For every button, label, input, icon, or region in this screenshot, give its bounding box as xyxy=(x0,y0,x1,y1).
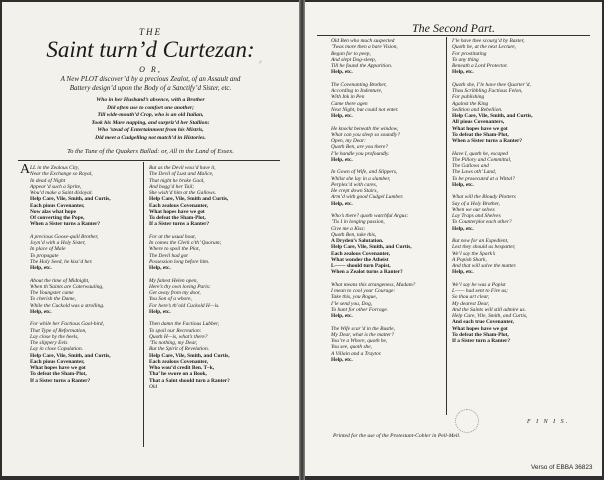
tune-line: To the Tune of the Quakers Ballad: or, All in the Land of Essex. xyxy=(67,148,234,155)
verse-line: He knockt beneath the window, xyxy=(331,125,399,132)
summary-line-5: Who ’stead of Entertainment from his Mistris, xyxy=(97,127,204,133)
verse-line: To propagate xyxy=(30,252,59,259)
verse-line: The Pillory and Committal, xyxy=(452,156,512,163)
verse-line: We’l say the Spark’s xyxy=(452,250,496,257)
verse-line: ’Twas more then a bare Vision, xyxy=(331,44,398,51)
verse-line: Where to spoil the Plot, xyxy=(149,246,200,253)
verse-line: In dead of Night xyxy=(30,177,66,184)
verse-line: I’le have thee scourg’d by Baxter, xyxy=(452,38,525,44)
verse-line: What hopes have we got xyxy=(30,365,86,371)
printer-line: Printed for the use of the Protestant-Cobler in Pell-Mell. xyxy=(333,433,461,439)
verse-line: Of converting the Pope, xyxy=(30,215,85,221)
verse-line: Quoth H—is, what’s there? xyxy=(149,333,208,340)
verse-line: Open, my Dear: xyxy=(331,138,366,144)
rule-top-right xyxy=(317,35,590,36)
summary-line-4: Took his Mare napping, and surpriz’d her Stallion: xyxy=(91,119,210,126)
verse-line: But the Spirit of Revelation. xyxy=(149,346,210,353)
verse-line: Against the King xyxy=(452,100,489,107)
verse-line: The Covenanting Brother, xyxy=(331,81,387,88)
verse-line: The Devil of Lust and Malice, xyxy=(149,171,214,178)
verse-line: Help Care, Vile, Smith, and Curtis, xyxy=(149,352,230,359)
verse-line: Tha’ he swore on a Book, xyxy=(149,371,207,378)
rule-top xyxy=(18,160,280,161)
verse-line: Old xyxy=(149,383,158,390)
summary-line-2: Did often use to comfort one another; xyxy=(106,104,194,111)
verse-line: Each zealous Covenanter, xyxy=(331,250,390,257)
right-column-2 xyxy=(452,38,533,344)
verse-line: And the Saints will still admire us. xyxy=(452,306,526,313)
left-page xyxy=(2,2,299,476)
verse-line: And slept Dog-sleep, xyxy=(331,56,377,63)
verse-line: For publishing xyxy=(452,94,485,101)
verse-line: I’le handle you profoundly. xyxy=(331,150,390,157)
verse-line: We’l say he was a Papist xyxy=(452,281,506,288)
verse-line: You Son of a whore, xyxy=(149,296,192,303)
title-the: THE xyxy=(138,27,162,37)
verse-line: Each pious Covenanter, xyxy=(30,202,85,209)
verse-line: Help, etc. xyxy=(452,69,474,76)
summary-line-1: Who in her Husband’s absence, with a Brother xyxy=(96,97,205,103)
verse-line: She wish’d him at the Gallows. xyxy=(149,190,217,196)
verse-line: Quoth he, at the next Lecture, xyxy=(452,44,517,51)
verse-line: But as the Devil wou’d have it, xyxy=(149,165,216,171)
verse-line: Here’s thy own loving Paris: xyxy=(149,283,211,290)
verse-line: The Wife scar’d in the Bustle, xyxy=(331,325,395,332)
verse-line: Quoth she, I’le have thee Quarter’d, xyxy=(452,81,531,88)
verse-line: If a Sister turns a Ranter? xyxy=(30,377,91,384)
verse-line: I mean to cool your Courage: xyxy=(331,288,396,294)
verse-line: A Villain and a Traytor. xyxy=(331,350,382,357)
ballad-title: Saint turn’d Curtezan: xyxy=(46,37,255,62)
title-or: O R, xyxy=(139,65,162,74)
verse-line: Help, etc. xyxy=(331,113,353,119)
library-stamp-icon xyxy=(455,409,479,433)
left-column-2 xyxy=(149,165,230,390)
right-page xyxy=(305,2,602,476)
verse-line: Help, etc. xyxy=(30,265,52,271)
verse-line: To hunt for other Forrage. xyxy=(331,306,389,313)
verse-line: When th’Saints are Caterwauling, xyxy=(30,283,104,290)
verse-line: Perplex’d with cares, xyxy=(331,181,378,188)
pen-mark-icon: ♂ xyxy=(258,60,263,66)
verse-line: My Dear, what is the matter? xyxy=(331,331,394,338)
verse-line: A precious Goose-quill Brother, xyxy=(30,233,99,240)
verse-line: Help, etc. xyxy=(452,269,474,276)
verse-line: Help Care, Vile, Smith, and Curtis, xyxy=(452,113,533,119)
verse-line: Help, etc. xyxy=(331,313,353,319)
verse-line: What will the Bloudy Plotters xyxy=(452,194,516,201)
verse-line: Quoth Ben, take this, xyxy=(331,231,377,238)
verse-line: The slippery Eels xyxy=(30,340,68,346)
verse-line: Began for to peep, xyxy=(331,50,371,57)
verse-line: For prostituting xyxy=(452,50,487,57)
verse-line: Each zealous Covenanter, xyxy=(149,202,208,209)
verse-line: For at the usual hour, xyxy=(149,233,196,240)
verse-line: Whilst she lay in a slumber, xyxy=(331,175,391,182)
verse-line: Give me a Kiss: xyxy=(331,225,366,232)
verse-line: Arm’d with good Cudgel Lumber. xyxy=(331,194,404,201)
verse-line: I’le send you, Dog, xyxy=(331,300,373,307)
verse-line: The Youngster came xyxy=(30,290,74,296)
verse-line: L—— had sent to Fire us; xyxy=(452,288,508,294)
verse-line: But now for an Expedient, xyxy=(452,238,509,244)
verse-line: To spoil our Recreation: xyxy=(149,327,202,334)
verse-line: Appear’d such a Sprite, xyxy=(30,183,82,190)
left-column-1 xyxy=(30,165,111,384)
verse-line: In place of Male xyxy=(30,246,66,253)
verse-line: Help Care, Vile, Smith, and Curtis, xyxy=(30,196,111,203)
verse-line: Get away from my door, xyxy=(149,290,201,296)
verse-line: Sedition and Rebellion. xyxy=(452,106,503,113)
verse-line: If a Sister turn a Ranter? xyxy=(452,338,511,344)
verse-line: While the Cuckold was a strolling. xyxy=(30,302,105,309)
verse-line: My faitest Helen open, xyxy=(149,277,198,284)
second-part-heading: The Second Part. xyxy=(412,21,495,35)
verse-line: Near the Exchange so Royal, xyxy=(30,171,93,178)
verse-line: Wou’d make a Saint disloyal. xyxy=(30,190,93,196)
verse-line: Lest they should us bespatter, xyxy=(452,244,516,251)
verse-line: Help, etc. xyxy=(452,181,474,188)
verse-line: To cherish the Dame, xyxy=(30,296,76,303)
verse-line: And that will salve the matter. xyxy=(452,263,517,269)
verse-line: When a Sister turns a Ranter? xyxy=(30,221,101,228)
verse-line: When a Sister turns a Ranter? xyxy=(452,138,523,144)
verse-line: The Holy Seed, he kiss’d her. xyxy=(30,258,93,265)
verse-line: A Popish Shark, xyxy=(452,256,487,263)
verse-line: To Counterplot each other? xyxy=(452,219,512,226)
verse-line: Old Ben who much suspected xyxy=(331,38,395,44)
verse-line: What wonder the Atheist xyxy=(331,256,389,263)
finis: F I N I S. xyxy=(527,419,570,425)
verse-line: Till he found the Apparition. xyxy=(331,63,393,69)
verse-line: What hopes have we got xyxy=(452,125,508,132)
verse-line: Quoth Ben, are you there? xyxy=(331,144,388,151)
verse-line: Help Care, Vile, Smith, and Curtis, xyxy=(30,352,111,359)
verse-line: Say of a Holy Brother, xyxy=(452,200,500,207)
verse-line: To defeat the Sham-Plot, xyxy=(149,215,206,221)
verse-line: LL in the Zealous City, xyxy=(30,165,80,171)
verse-line: Thou Scribbling Factious Felon, xyxy=(452,88,523,94)
verse-line: L—— should turn Papist, xyxy=(331,263,391,269)
verse-line: Help, etc. xyxy=(149,265,171,271)
description-line-1: A New PLOT discover’d by a precious Zealot, of an Assault and xyxy=(60,75,241,83)
verse-line: Each zealous Covenanter, xyxy=(149,358,208,365)
verse-line: And each true Covenanter, xyxy=(452,319,514,326)
verse-line: Who’s there? quoth watchful Argus: xyxy=(331,213,409,219)
verse-line: With Ink in Pen xyxy=(331,94,365,101)
right-column-1 xyxy=(331,38,415,363)
verse-line: Help, etc. xyxy=(30,308,52,315)
verse-line: To defeat the Sham-Plot, xyxy=(452,331,509,338)
verse-line: To be prosecuted at a Wittal? xyxy=(452,175,515,182)
verse-line: Help, etc. xyxy=(331,156,353,163)
verse-line: To any thing xyxy=(452,56,479,63)
verse-line: So thou art clear, xyxy=(452,294,490,301)
verse-line: Help, etc. xyxy=(452,225,474,232)
verse-line: Possession long before him. xyxy=(149,258,210,265)
verse-line: ’Tis I in longing passion, xyxy=(331,219,385,226)
verse-line: Take this, you Rogue, xyxy=(331,294,378,301)
verse-line: That night he broke Gaol, xyxy=(149,177,205,184)
verse-line: The Laws oth’ Land, xyxy=(452,169,497,176)
verse-line: A Dryden’s Salutation. xyxy=(331,238,384,244)
verse-line: And bogg’d her Tail; xyxy=(149,183,195,190)
column-rule xyxy=(143,162,144,447)
summary-line-6: Did meet a Cudgelling not match’d in Histories. xyxy=(95,134,206,141)
verse-line: What means this strangeness, Madam? xyxy=(331,281,416,288)
verse-line: Joyn’d with a Holy Sister, xyxy=(30,240,86,246)
verse-line: Help, etc. xyxy=(331,69,353,76)
verse-line: Came there agen xyxy=(331,100,368,107)
verse-line: He crept down Stairs, xyxy=(331,188,378,194)
verse-line: When we our selves xyxy=(452,206,495,213)
verse-line: All pious Covenanters, xyxy=(452,119,505,126)
verse-line: Then damn the Factious Lubber, xyxy=(149,321,219,328)
verse-line: In Gown of Wife, and Slippers, xyxy=(331,169,398,176)
description-line-2: Battery design’d upon the Body of a Sanctify’d Sister, etc. xyxy=(69,84,232,92)
drop-cap: A xyxy=(20,162,31,177)
verse-line: According to Indenture, xyxy=(331,88,383,94)
summary-line-3: Till wide-mouth’d Crop, who is an old Italian, xyxy=(97,112,204,118)
verse-line: Next Night, but could not enter. xyxy=(331,106,399,113)
column-rule-right xyxy=(446,37,447,415)
verse-line: Help Care, Vile, Smith, and Curtis, xyxy=(452,313,528,319)
verse-line: Help Care, Vile, Smith and Curtis, xyxy=(149,196,229,203)
verse-line: The Gallows and xyxy=(452,163,489,169)
verse-line: Lay Traps and Shelves xyxy=(452,213,501,219)
verse-line: ’Tis nothing, my Dear, xyxy=(149,340,198,346)
verse-line: For while her Factious Gaol-bird, xyxy=(30,321,104,328)
verse-line: What hopes have we got xyxy=(149,208,205,215)
verse-line: My dearest Dear, xyxy=(452,300,490,307)
verse-line: For here’s th’old Cuckold H—is. xyxy=(149,302,220,309)
verse-line: What hopes have we got xyxy=(452,325,508,332)
verse-line: About the time of Midnight, xyxy=(30,277,90,284)
verse-line: That Type of Reformation, xyxy=(30,327,87,334)
verse-line: Help, etc. xyxy=(331,356,353,363)
verse-line: Lay in close Copulation. xyxy=(30,346,84,353)
verse-line: Help, etc. xyxy=(149,308,171,315)
verse-line: The Devil had got xyxy=(149,252,188,259)
verse-line: You’re a Whore, quoth he, xyxy=(331,338,388,344)
verse-line: Help, etc. xyxy=(331,200,353,207)
verse-line: To defeat the Sham-Plot, xyxy=(452,131,509,138)
verse-line: To defeat the Sham-Plot, xyxy=(30,371,87,378)
version-label: Verso of EBBA 36823 xyxy=(531,464,593,471)
verse-line: When a Zealot turns a Ranter? xyxy=(331,269,403,276)
verse-line: What can you sleep so soundly? xyxy=(331,131,401,138)
verse-line: Each pious Covenanter, xyxy=(30,358,85,365)
verse-line: In comes the Clerk o’th’ Quorum; xyxy=(149,240,222,246)
verse-line: Lay close by the heels, xyxy=(30,333,79,340)
verse-line: Help Care, Vile, Smith, and Curtis, xyxy=(331,244,412,251)
verse-line: That a Saint should turn a Ranter? xyxy=(149,377,230,384)
verse-line: You see, quoth she, xyxy=(331,344,372,351)
verse-line: Beneath a Lord Protector. xyxy=(452,63,508,69)
verse-line: If a Sister turns a Ranter? xyxy=(149,221,210,228)
verse-line: Who wou’d credit Ben. T–k, xyxy=(149,365,215,371)
verse-line: Now alas what hope xyxy=(30,208,76,215)
verse-line: Have I, quoth he, escaped xyxy=(452,150,508,157)
